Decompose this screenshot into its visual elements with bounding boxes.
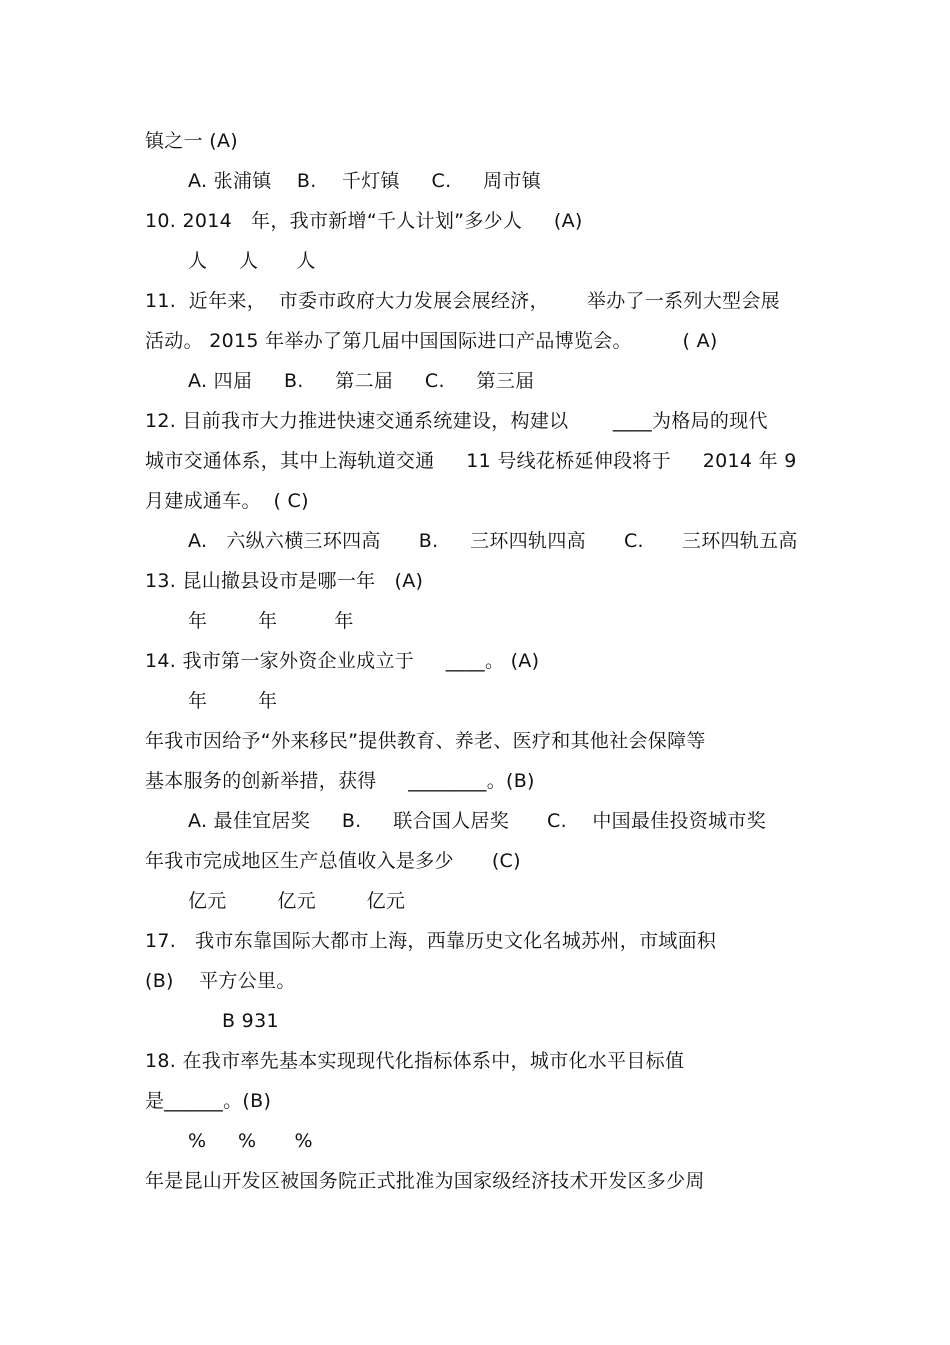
options-q9: A. 张浦镇 B. 千灯镇 C. 周市镇 bbox=[188, 170, 542, 192]
question-17-line-2: (B) 平方公里。 bbox=[145, 970, 296, 992]
options-q13: 年 年 年 bbox=[188, 610, 354, 632]
question-14: 14. 我市第一家外资企业成立于 ____。 (A) bbox=[145, 650, 540, 672]
question-12-line-3: 月建成通车。 ( C) bbox=[145, 490, 309, 512]
question-15-line-2: 基本服务的创新举措，获得 ________。(B) bbox=[145, 770, 535, 792]
text-line-1: 镇之一 (A) bbox=[145, 130, 238, 152]
question-19: 年是昆山开发区被国务院正式批准为国家级经济技术开发区多少周 bbox=[145, 1170, 705, 1192]
options-q10: 人 人 人 bbox=[188, 250, 316, 272]
question-10: 10. 2014 年，我市新增“千人计划”多少人 (A) bbox=[145, 210, 583, 232]
options-q17: B 931 bbox=[222, 1010, 279, 1032]
question-18-line-2: 是______。(B) bbox=[145, 1090, 272, 1112]
question-11-line-1: 11. 近年来， 市委市政府大力发展会展经济， 举办了一系列大型会展 bbox=[145, 290, 780, 312]
question-17-line-1: 17. 我市东靠国际大都市上海，西靠历史文化名城苏州，市域面积 bbox=[145, 930, 717, 952]
options-q15: A. 最佳宜居奖 B. 联合国人居奖 C. 中国最佳投资城市奖 bbox=[188, 810, 767, 832]
options-q18: % % % bbox=[188, 1130, 313, 1152]
question-13: 13. 昆山撤县设市是哪一年 (A) bbox=[145, 570, 424, 592]
question-15-line-1: 年我市因给予“外来移民”提供教育、养老、医疗和其他社会保障等 bbox=[145, 730, 706, 752]
options-q12: A. 六纵六横三环四高 B. 三环四轨四高 C. 三环四轨五高 bbox=[188, 530, 798, 552]
options-q16: 亿元 亿元 亿元 bbox=[188, 890, 406, 912]
options-q14: 年 年 bbox=[188, 690, 278, 712]
question-18-line-1: 18. 在我市率先基本实现现代化指标体系中，城市化水平目标值 bbox=[145, 1050, 685, 1072]
question-12-line-1: 12. 目前我市大力推进快速交通系统建设，构建以 ____为格局的现代 bbox=[145, 410, 768, 432]
options-q11: A. 四届 B. 第二届 C. 第三届 bbox=[188, 370, 535, 392]
question-12-line-2: 城市交通体系，其中上海轨道交通 11 号线花桥延伸段将于 2014 年 9 bbox=[145, 450, 797, 472]
question-16: 年我市完成地区生产总值收入是多少 (C) bbox=[145, 850, 521, 872]
question-11-line-2: 活动。 2015 年举办了第几届中国国际进口产品博览会。 ( A) bbox=[145, 330, 718, 352]
